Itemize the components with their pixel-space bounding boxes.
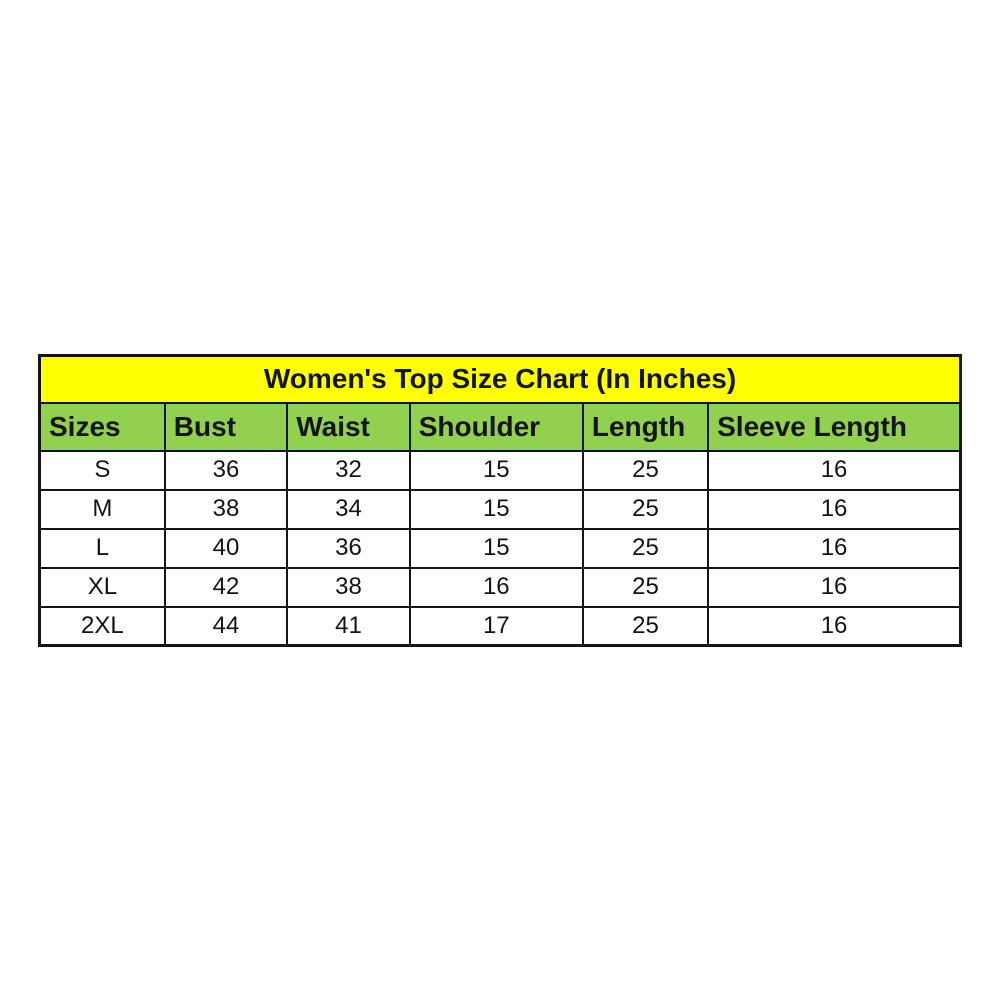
waist-value: 32 <box>287 451 409 490</box>
column-header-sleeve-length: Sleeve Length <box>708 403 960 451</box>
size-label: XL <box>40 568 165 607</box>
table-row-xl <box>40 568 961 607</box>
table-row-l <box>40 529 961 568</box>
table-row-s <box>40 451 961 490</box>
shoulder-value: 15 <box>410 490 583 529</box>
waist-value: 34 <box>287 490 409 529</box>
column-header-sizes: Sizes <box>40 403 165 451</box>
shoulder-value: 15 <box>410 529 583 568</box>
size-label: L <box>40 529 165 568</box>
size-chart-table <box>38 354 962 647</box>
length-value: 25 <box>583 607 708 646</box>
size-label: M <box>40 490 165 529</box>
table-row-m <box>40 490 961 529</box>
sleeve-length-value: 16 <box>708 568 960 607</box>
bust-value: 40 <box>165 529 287 568</box>
bust-value: 36 <box>165 451 287 490</box>
sleeve-length-value: 16 <box>708 607 960 646</box>
sleeve-length-value: 16 <box>708 490 960 529</box>
waist-value: 41 <box>287 607 409 646</box>
column-header-bust: Bust <box>165 403 287 451</box>
sleeve-length-value: 16 <box>708 451 960 490</box>
length-value: 25 <box>583 490 708 529</box>
title-row <box>40 356 961 403</box>
shoulder-value: 16 <box>410 568 583 607</box>
bust-value: 44 <box>165 607 287 646</box>
header-row <box>40 403 961 451</box>
length-value: 25 <box>583 529 708 568</box>
length-value: 25 <box>583 568 708 607</box>
bust-value: 38 <box>165 490 287 529</box>
column-header-length: Length <box>583 403 708 451</box>
sleeve-length-value: 16 <box>708 529 960 568</box>
size-label: 2XL <box>40 607 165 646</box>
shoulder-value: 15 <box>410 451 583 490</box>
bust-value: 42 <box>165 568 287 607</box>
column-header-waist: Waist <box>287 403 409 451</box>
waist-value: 38 <box>287 568 409 607</box>
length-value: 25 <box>583 451 708 490</box>
shoulder-value: 17 <box>410 607 583 646</box>
table-row-2xl <box>40 607 961 646</box>
column-header-shoulder: Shoulder <box>410 403 583 451</box>
waist-value: 36 <box>287 529 409 568</box>
chart-title: Women's Top Size Chart (In Inches) <box>40 356 961 403</box>
size-label: S <box>40 451 165 490</box>
